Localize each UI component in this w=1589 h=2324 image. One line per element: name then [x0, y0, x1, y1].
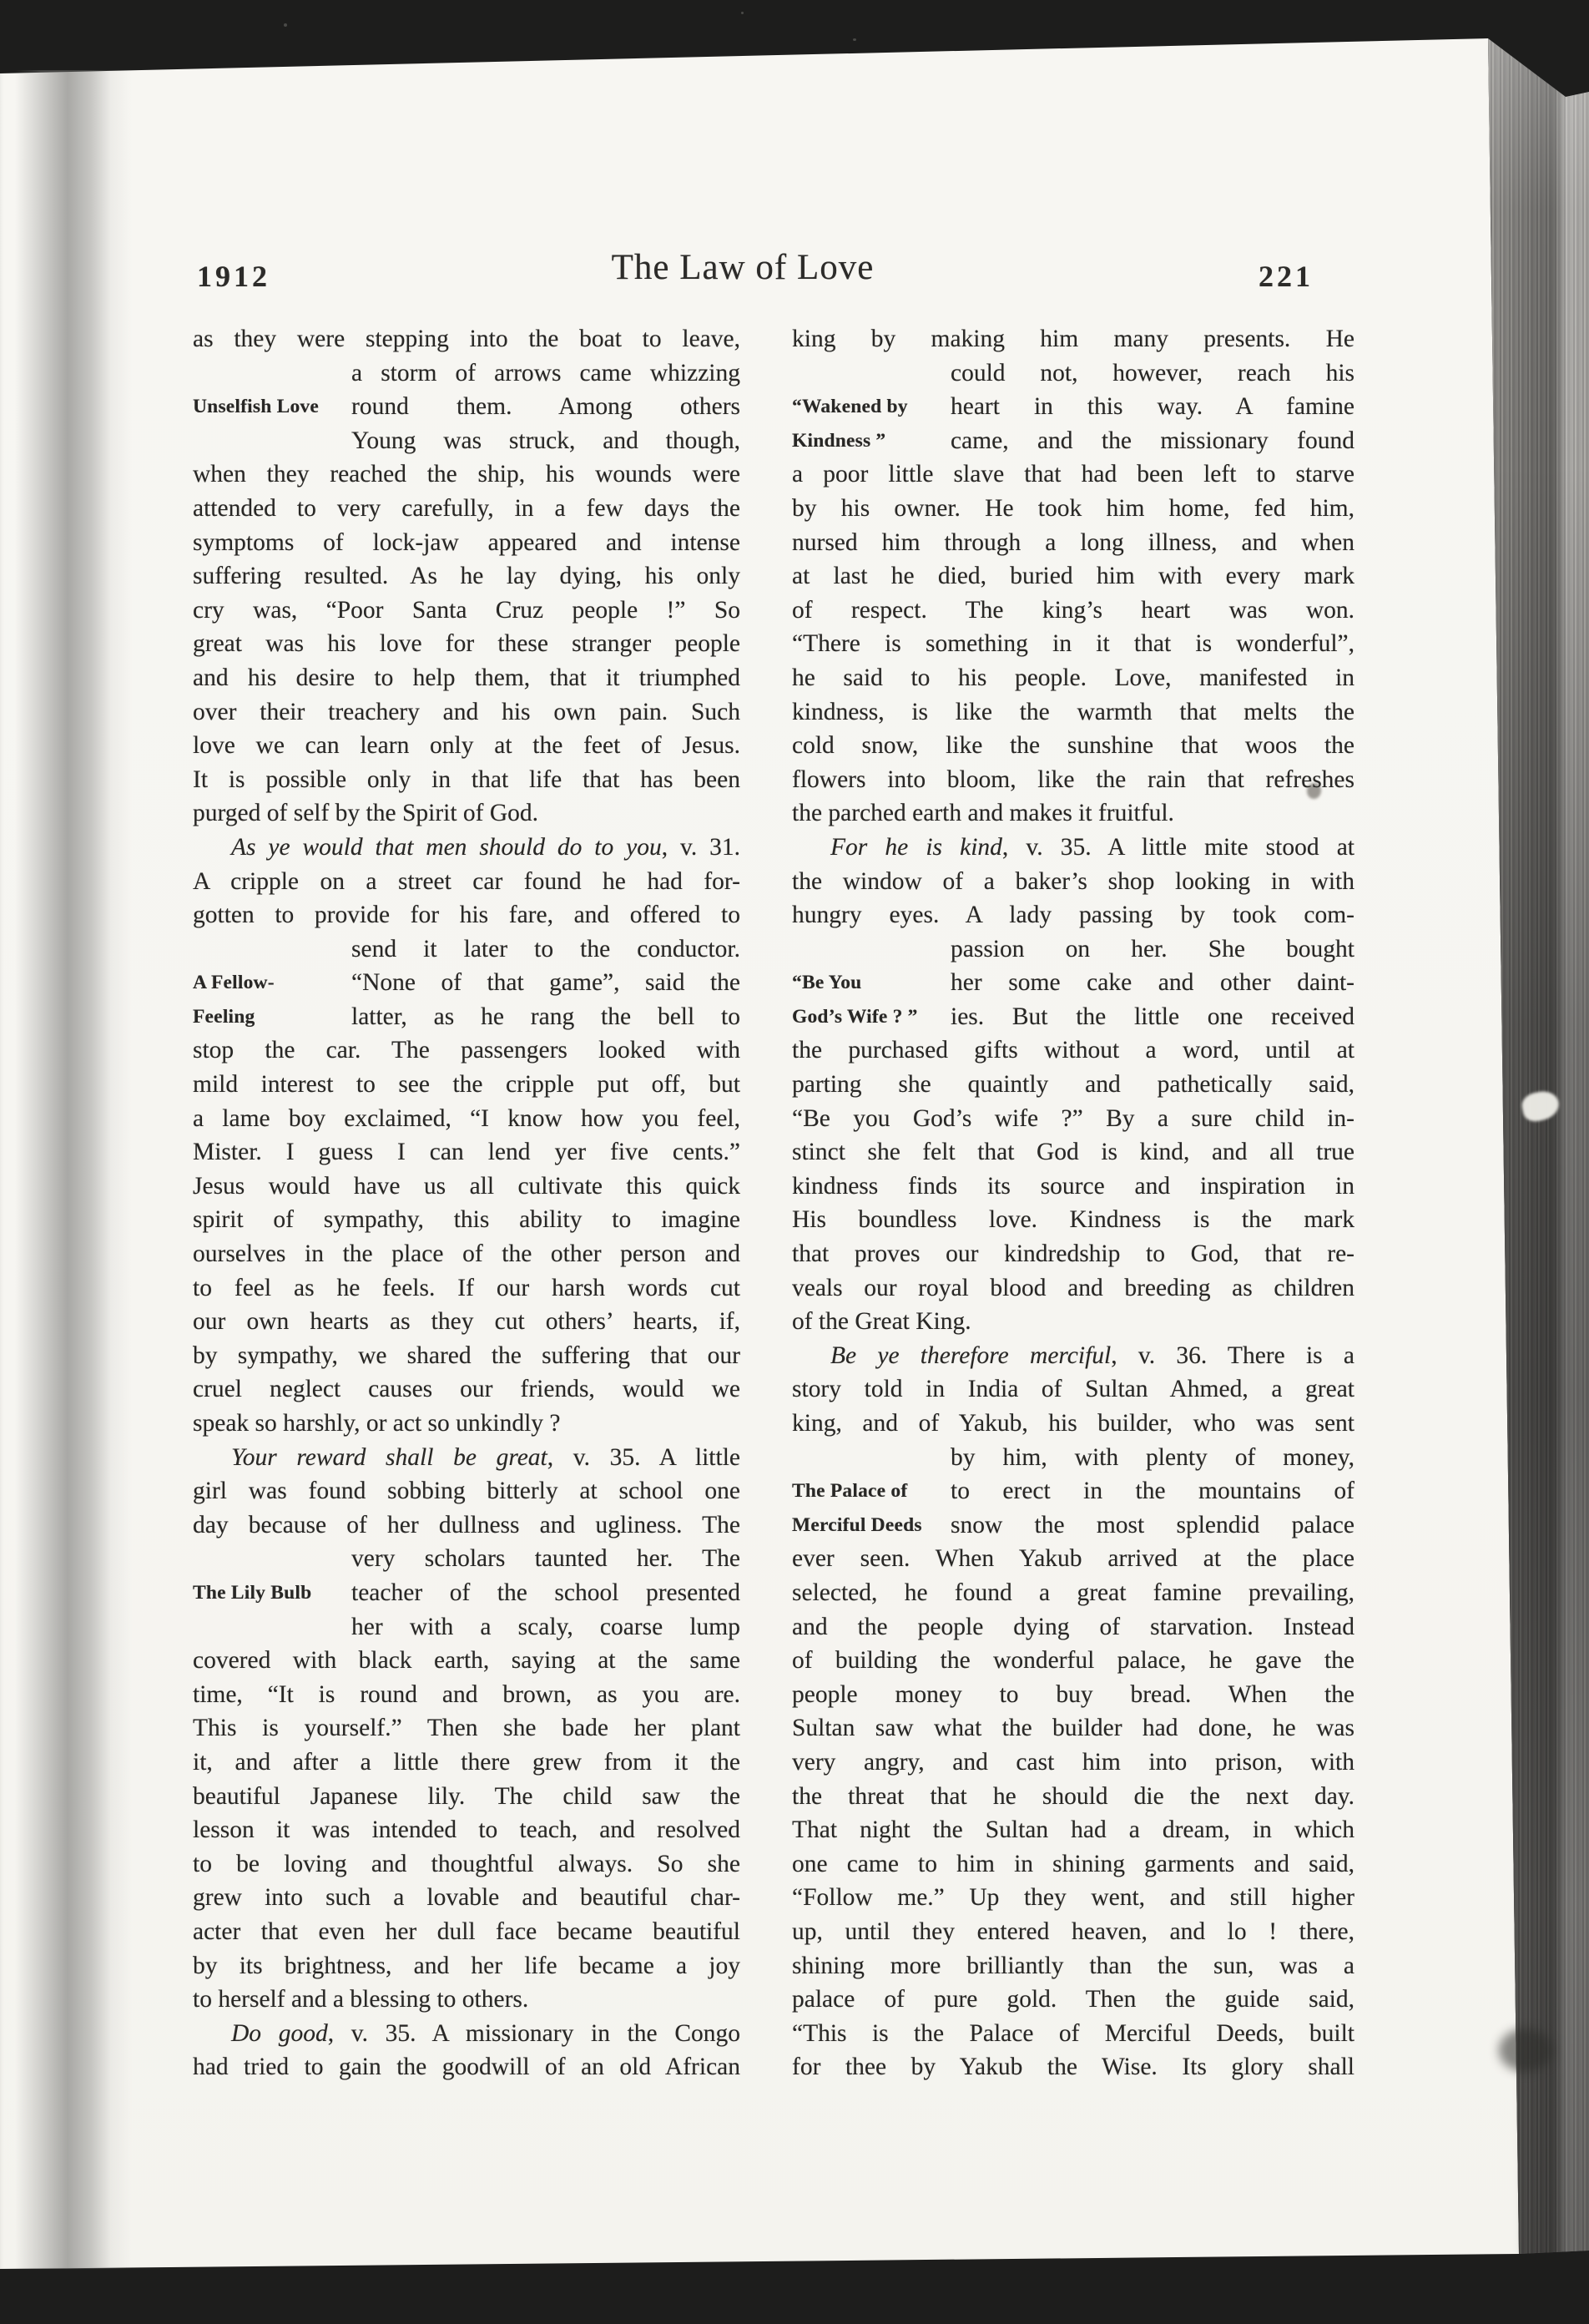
text-line [193, 1000, 740, 1034]
line-text: at last he died, buried him with every mark [792, 563, 1354, 590]
text-line [792, 1068, 1354, 1102]
line-text: very angry, and cast him into prison, with [792, 1748, 1354, 1776]
text-line [792, 796, 1354, 831]
line-text: to feel as he feels. If our harsh words cut [193, 1274, 740, 1301]
line-text: over their treachery and his own pain. Such [193, 698, 740, 725]
text-line [792, 492, 1354, 526]
text-line [792, 661, 1354, 695]
margin-label: Merciful Deeds [792, 1513, 922, 1536]
text-line [792, 1170, 1354, 1204]
line-text: gotten to provide for his fare, and offered to [193, 902, 740, 929]
line-text: nursed him through a long illness, and when [792, 528, 1354, 556]
text-line [193, 1746, 740, 1780]
line-text: “None of that game”, said the [351, 969, 740, 997]
line-text: Be ye therefore merciful, v. 36. There is a [830, 1341, 1354, 1369]
line-text: up, until they entered heaven, and lo ! there, [792, 1917, 1354, 1945]
margin-label: God’s Wife ? ” [792, 1005, 918, 1028]
text-line [193, 1644, 740, 1678]
text-line [792, 322, 1354, 356]
text-line [193, 1576, 740, 1610]
line-text: one came to him in shining garments and said, [792, 1850, 1354, 1877]
line-text: parting she quaintly and pathetically said, [792, 1071, 1354, 1099]
line-text: speak so harshly, or act so unkindly ? [193, 1410, 561, 1437]
text-line [792, 1339, 1354, 1373]
text-line [193, 2017, 740, 2051]
line-text: Your reward shall be great, v. 35. A little [231, 1443, 740, 1471]
text-line [193, 594, 740, 628]
margin-label: Kindness ” [792, 429, 886, 452]
text-line [193, 1170, 740, 1204]
line-text: Young was struck, and though, [351, 427, 740, 454]
text-line [792, 2017, 1354, 2051]
line-text: love we can learn only at the feet of Jesus. [193, 732, 740, 760]
text-line [193, 1068, 740, 1102]
line-text: time, “It is round and brown, as you are. [193, 1680, 740, 1708]
line-text: veals our royal blood and breeding as children [792, 1274, 1354, 1301]
text-line [193, 796, 740, 831]
text-line [792, 1271, 1354, 1306]
line-text: by his owner. He took him home, fed him, [792, 494, 1354, 522]
line-text: girl was found sobbing bitterly at school one [193, 1478, 740, 1505]
text-line [193, 763, 740, 797]
margin-label: “Be You [792, 972, 862, 994]
line-text: heart in this way. A famine [951, 393, 1354, 421]
text-line [193, 865, 740, 899]
line-text: palace of pure gold. Then the guide said, [792, 1986, 1354, 2013]
text-line [193, 1441, 740, 1475]
line-text: day because of her dullness and ugliness. The [193, 1511, 740, 1538]
text-line [792, 1237, 1354, 1271]
line-text: A cripple on a street car found he had for- [193, 867, 740, 895]
line-text: of the Great King. [792, 1308, 971, 1336]
line-text: a storm of arrows came whizzing [351, 359, 740, 386]
line-text: symptoms of lock-jaw appeared and intense [193, 528, 740, 556]
line-text: “There is something in it that is wonderful”, [792, 630, 1354, 658]
text-line [193, 526, 740, 560]
text-line [193, 1033, 740, 1068]
text-line [792, 1372, 1354, 1407]
line-text: suffering resulted. As he lay dying, his only [193, 563, 740, 590]
line-text: kindness, is like the warmth that melts the [792, 698, 1354, 725]
line-text: by its brightness, and her life became a joy [193, 1952, 740, 1979]
line-text: when they reached the ship, his wounds were [193, 461, 740, 488]
text-line [792, 1441, 1354, 1475]
text-line [193, 457, 740, 492]
text-line [792, 1102, 1354, 1136]
text-line [193, 1949, 740, 1983]
line-text: Mister. I guess I can lend yer five cents.” [193, 1139, 740, 1166]
dust-speck [853, 38, 856, 41]
text-line [193, 1915, 740, 1949]
line-text: her with a scaly, coarse lump [351, 1613, 740, 1640]
page-title: The Law of Love [611, 248, 875, 287]
text-line [193, 695, 740, 730]
text-line [193, 1203, 740, 1237]
text-line [193, 1237, 740, 1271]
line-text: that proves our kindredship to God, that re- [792, 1240, 1354, 1268]
text-line [193, 1305, 740, 1339]
text-line [193, 1271, 740, 1306]
text-line [792, 594, 1354, 628]
text-line [193, 1135, 740, 1170]
line-text: king, and of Yakub, his builder, who was sent [792, 1410, 1354, 1437]
line-text: cruel neglect causes our friends, would we [193, 1376, 740, 1403]
line-text: ourselves in the place of the other person and [193, 1240, 740, 1268]
text-line [792, 1780, 1354, 1814]
text-line [193, 1610, 740, 1644]
text-line [193, 627, 740, 661]
text-line [792, 1881, 1354, 1915]
text-line [193, 390, 740, 424]
line-text: acter that even her dull face became beautiful [193, 1917, 740, 1945]
text-line [792, 763, 1354, 797]
fore-edge-specks [1499, 2028, 1552, 2072]
line-text: teacher of the school presented [351, 1579, 740, 1606]
line-text: latter, as he rang the bell to [351, 1003, 740, 1030]
line-text: As ye would that men should do to you, v. 31. [231, 833, 740, 861]
line-text: of respect. The king’s heart was won. [792, 596, 1354, 624]
dust-speck [284, 23, 287, 27]
gutter-shadow [15, 70, 132, 2269]
line-text: and the people dying of starvation. Instead [792, 1613, 1354, 1640]
text-line [792, 1033, 1354, 1068]
line-text: a poor little slave that had been left to starve [792, 461, 1354, 488]
line-text: selected, he found a great famine prevailing, [792, 1579, 1354, 1606]
line-text: very scholars taunted her. The [351, 1545, 740, 1573]
text-line [792, 424, 1354, 458]
text-line [792, 831, 1354, 865]
line-text: His boundless love. Kindness is the mark [792, 1206, 1354, 1234]
text-line [193, 1881, 740, 1915]
left-column [193, 322, 740, 2084]
line-text: of building the wonderful palace, he gave the [792, 1647, 1354, 1675]
line-text: Do good, v. 35. A missionary in the Congo [231, 2019, 740, 2047]
text-line [193, 1813, 740, 1847]
text-line [193, 322, 740, 356]
text-line [193, 1474, 740, 1508]
line-text: by sympathy, we shared the suffering that our [193, 1341, 740, 1369]
line-text: This is yourself.” Then she bade her plant [193, 1715, 740, 1742]
line-text: It is possible only in that life that has been [193, 765, 740, 793]
text-line [193, 831, 740, 865]
line-text: For he is kind, v. 35. A little mite stood at [830, 833, 1354, 861]
line-text: “This is the Palace of Merciful Deeds, built [792, 2019, 1354, 2047]
text-line [193, 356, 740, 391]
line-text: the purchased gifts without a word, until at [792, 1037, 1354, 1064]
text-line [792, 932, 1354, 967]
line-text: our own hearts as they cut others’ hearts, if, [193, 1308, 740, 1336]
line-text: story told in India of Sultan Ahmed, a great [792, 1376, 1354, 1403]
line-text: her some cake and other daint- [951, 969, 1354, 997]
text-line [193, 492, 740, 526]
text-line [193, 661, 740, 695]
margin-label: The Lily Bulb [193, 1581, 312, 1604]
line-text: the threat that he should die the next day. [792, 1782, 1354, 1810]
text-line [193, 1508, 740, 1543]
line-text: covered with black earth, saying at the same [193, 1647, 740, 1675]
line-text: by him, with plenty of money, [951, 1443, 1354, 1471]
text-line [792, 695, 1354, 730]
line-text: the window of a baker’s shop looking in with [792, 867, 1354, 895]
text-line [792, 1474, 1354, 1508]
dust-speck [741, 12, 744, 14]
text-line [792, 356, 1354, 391]
line-text: ies. But the little one received [951, 1003, 1354, 1030]
text-line [193, 898, 740, 932]
text-line [792, 966, 1354, 1000]
text-line [792, 865, 1354, 899]
line-text: beautiful Japanese lily. The child saw the [193, 1782, 740, 1810]
text-line [792, 1949, 1354, 1983]
text-line [792, 898, 1354, 932]
text-line [792, 1135, 1354, 1170]
line-text: “Be you God’s wife ?” By a sure child in- [792, 1104, 1354, 1132]
text-line [792, 1847, 1354, 1882]
text-line [193, 966, 740, 1000]
line-text: round them. Among others [351, 393, 740, 421]
line-text: mild interest to see the cripple put off, but [193, 1071, 740, 1099]
line-text: cry was, “Poor Santa Cruz people !” So [193, 596, 740, 624]
line-text: as they were stepping into the boat to leave, [193, 326, 740, 352]
line-text: the parched earth and makes it fruitful. [792, 800, 1174, 827]
line-text: king by making him many presents. He [792, 326, 1354, 352]
text-line [193, 1542, 740, 1576]
text-line [792, 1542, 1354, 1576]
line-text: could not, however, reach his [951, 359, 1354, 386]
line-text: to erect in the mountains of [951, 1478, 1354, 1505]
margin-label: The Palace of [792, 1480, 908, 1503]
line-text: purged of self by the Spirit of God. [193, 800, 539, 827]
text-line [193, 1407, 740, 1441]
line-text: That night the Sultan had a dream, in which [792, 1816, 1354, 1844]
text-line [193, 932, 740, 967]
margin-label: A Fellow- [193, 972, 275, 994]
text-line [792, 1813, 1354, 1847]
text-line [792, 627, 1354, 661]
text-line [792, 729, 1354, 763]
line-text: Sultan saw what the builder had done, he was [792, 1715, 1354, 1742]
line-text: attended to very carefully, in a few days the [193, 494, 740, 522]
text-line [792, 559, 1354, 594]
text-line [792, 1711, 1354, 1746]
line-text: cold snow, like the sunshine that woos the [792, 732, 1354, 760]
margin-label: Unselfish Love [193, 396, 319, 418]
line-text: lesson it was intended to teach, and resolved [193, 1816, 740, 1844]
text-line [792, 526, 1354, 560]
line-text: to herself and a blessing to others. [193, 1986, 529, 2013]
line-text: snow the most splendid palace [951, 1511, 1354, 1538]
margin-label: Feeling [193, 1005, 255, 1028]
text-line [792, 1000, 1354, 1034]
text-line [193, 729, 740, 763]
line-text: kindness finds its source and inspiration in [792, 1172, 1354, 1200]
text-line [193, 1711, 740, 1746]
text-line [792, 1203, 1354, 1237]
line-text: he said to his people. Love, manifested in [792, 664, 1354, 691]
line-text: spirit of sympathy, this ability to imagine [193, 1206, 740, 1234]
line-text: a lame boy exclaimed, “I know how you feel, [193, 1104, 740, 1132]
line-text: for thee by Yakub the Wise. Its glory shall [792, 2054, 1354, 2081]
text-line [193, 1339, 740, 1373]
text-line [193, 1847, 740, 1882]
text-line [792, 1576, 1354, 1610]
line-text: stop the car. The passengers looked with [193, 1037, 740, 1064]
right-column [792, 322, 1354, 2084]
line-text: people money to buy bread. When the [792, 1680, 1354, 1708]
text-line [792, 1644, 1354, 1678]
text-line [193, 1678, 740, 1712]
line-text: passion on her. She bought [951, 935, 1354, 962]
text-line [792, 390, 1354, 424]
text-line [193, 559, 740, 594]
text-line [193, 1102, 740, 1136]
text-line [792, 1305, 1354, 1339]
text-line [193, 1983, 740, 2017]
margin-label: “Wakened by [792, 396, 908, 418]
text-line [792, 1915, 1354, 1949]
line-text: stinct she felt that God is kind, and all true [792, 1139, 1354, 1166]
text-line [193, 2050, 740, 2084]
page-number: 221 [1259, 260, 1314, 293]
text-line [792, 2050, 1354, 2084]
text-line [193, 1780, 740, 1814]
text-line [792, 1508, 1354, 1543]
line-text: and his desire to help them, that it triumphed [193, 664, 740, 691]
line-text: great was his love for these stranger people [193, 630, 740, 658]
line-text: hungry eyes. A lady passing by took com- [792, 902, 1354, 929]
line-text: send it later to the conductor. [351, 935, 740, 962]
line-text: came, and the missionary found [951, 427, 1354, 454]
line-text: shining more brilliantly than the sun, was a [792, 1952, 1354, 1979]
text-line [193, 1372, 740, 1407]
text-line [792, 457, 1354, 492]
line-text: it, and after a little there grew from it the [193, 1748, 740, 1776]
line-text: Jesus would have us all cultivate this quick [193, 1172, 740, 1200]
text-line [792, 1678, 1354, 1712]
line-text: ever seen. When Yakub arrived at the place [792, 1545, 1354, 1573]
line-text: had tried to gain the goodwill of an old African [193, 2054, 740, 2081]
line-text: grew into such a lovable and beautiful char- [193, 1884, 740, 1912]
text-line [792, 1610, 1354, 1644]
line-text: flowers into bloom, like the rain that refreshes [792, 765, 1354, 793]
text-line [792, 1983, 1354, 2017]
text-line [792, 1746, 1354, 1780]
line-text: “Follow me.” Up they went, and still higher [792, 1884, 1354, 1912]
text-line [193, 424, 740, 458]
text-line [792, 1407, 1354, 1441]
line-text: to be loving and thoughtful always. So she [193, 1850, 740, 1877]
page-year: 1912 [197, 260, 270, 293]
